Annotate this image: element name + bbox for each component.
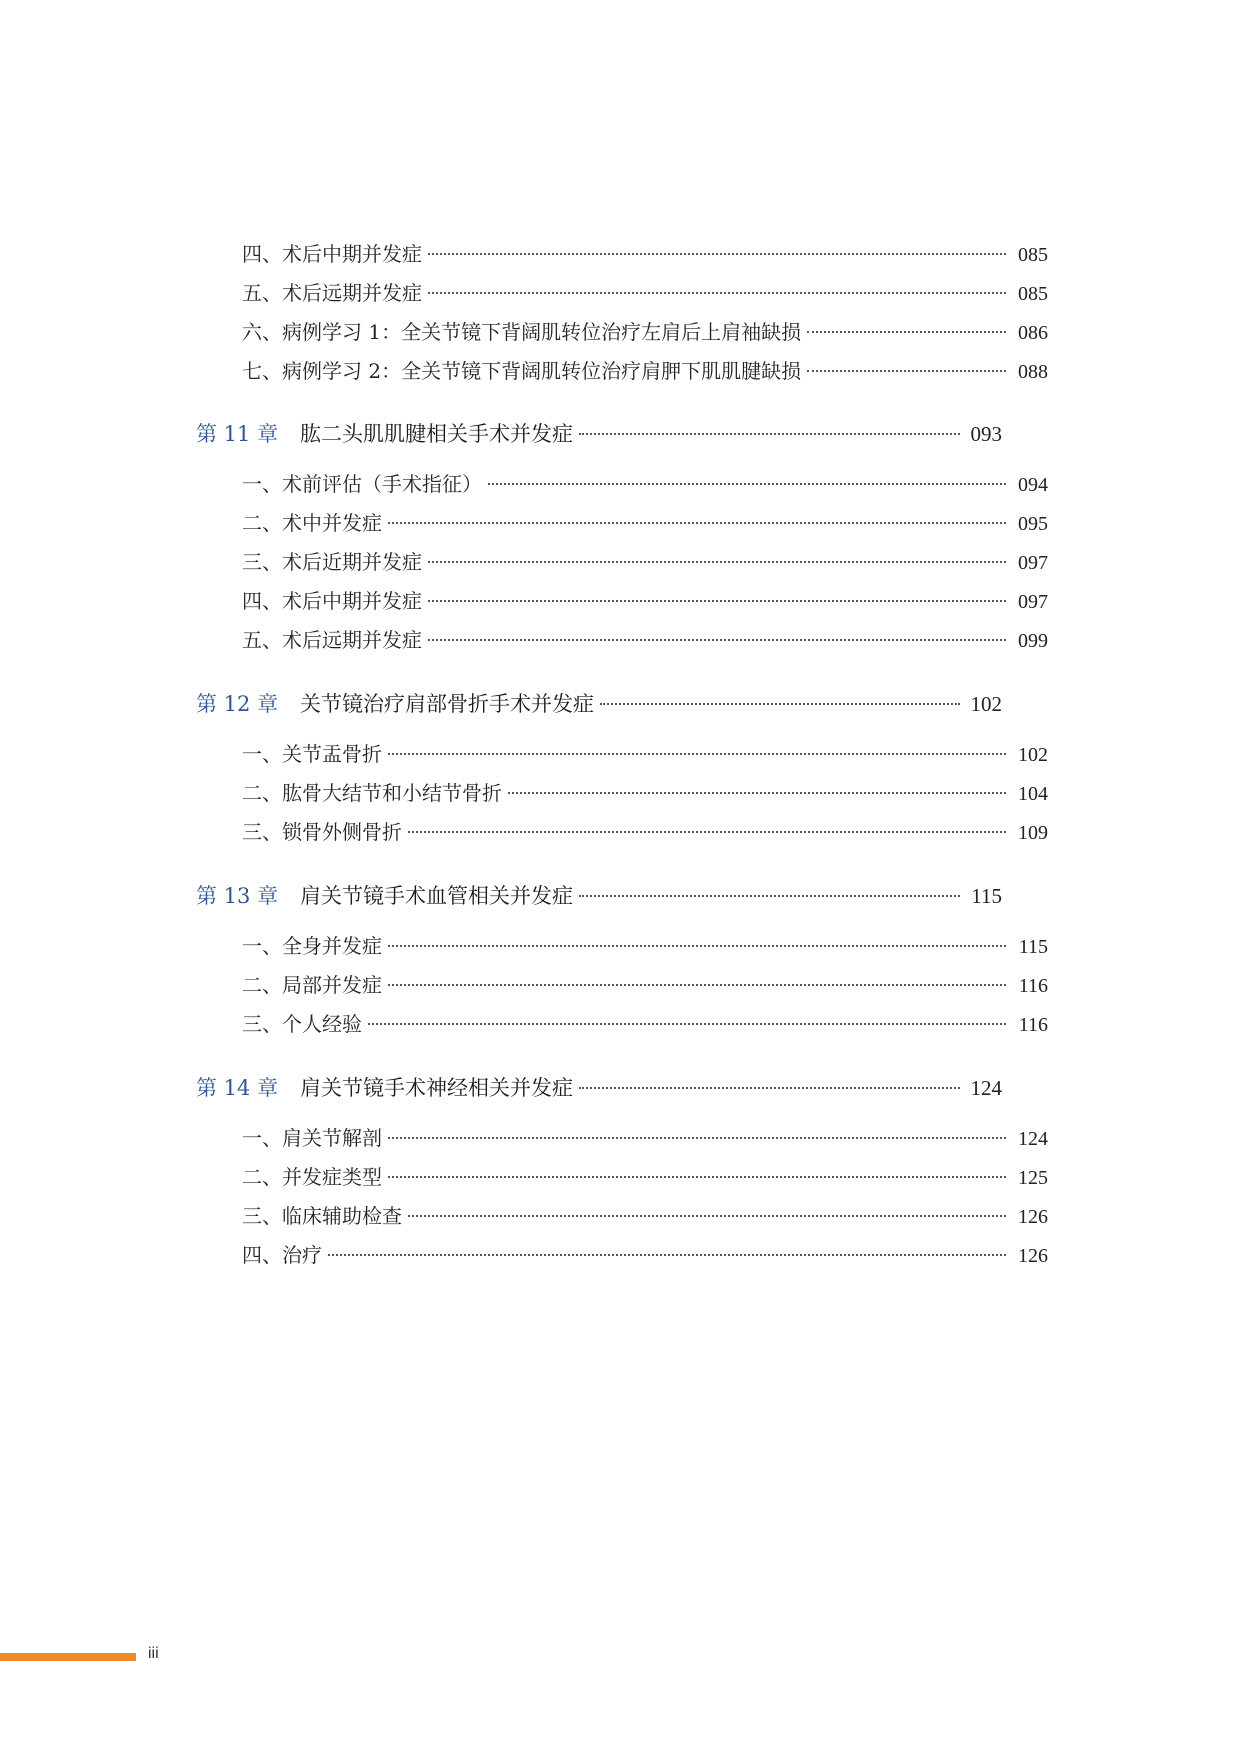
chapter-number: 第 13 章 bbox=[196, 884, 279, 908]
toc-entry-title: 七、病例学习 2：全关节镜下背阔肌转位治疗肩胛下肌肌腱缺损 bbox=[242, 359, 802, 383]
toc-entry-page: 104 bbox=[1018, 783, 1048, 805]
toc-entry-title: 三、术后近期并发症 bbox=[242, 550, 422, 574]
toc-entry-page: 097 bbox=[1018, 552, 1048, 574]
toc-entry-page: 095 bbox=[1018, 513, 1048, 535]
toc-entry-page: 088 bbox=[1018, 361, 1048, 383]
dot-leader bbox=[579, 433, 960, 435]
dot-leader bbox=[328, 1254, 1006, 1256]
toc-entry-title: 四、术后中期并发症 bbox=[242, 242, 422, 266]
chapter-title: 肱二头肌肌腱相关手术并发症 bbox=[300, 422, 573, 446]
dot-leader bbox=[368, 1023, 1006, 1025]
toc-entry[interactable] bbox=[242, 930, 1048, 958]
toc-entry[interactable] bbox=[242, 277, 1048, 305]
toc-chapter[interactable] bbox=[196, 880, 1002, 910]
toc-entry[interactable] bbox=[242, 1008, 1048, 1036]
chapter-title: 关节镜治疗肩部骨折手术并发症 bbox=[300, 692, 594, 716]
toc-entry[interactable] bbox=[242, 777, 1048, 805]
footer-accent-bar bbox=[0, 1653, 136, 1661]
dot-leader bbox=[388, 1176, 1006, 1178]
toc-entry-title: 四、治疗 bbox=[242, 1243, 322, 1267]
toc-entry[interactable] bbox=[242, 585, 1048, 613]
toc-entry[interactable] bbox=[242, 507, 1048, 535]
toc-entry-page: 109 bbox=[1018, 822, 1048, 844]
chapter-title: 肩关节镜手术神经相关并发症 bbox=[300, 1076, 573, 1100]
toc-entry-page: 115 bbox=[1018, 936, 1048, 958]
toc-entry[interactable] bbox=[242, 546, 1048, 574]
toc-entry-title: 二、肱骨大结节和小结节骨折 bbox=[242, 781, 502, 805]
toc-entry[interactable] bbox=[242, 238, 1048, 266]
toc-entry-title: 一、关节盂骨折 bbox=[242, 742, 382, 766]
dot-leader bbox=[408, 1215, 1006, 1217]
dot-leader bbox=[428, 561, 1006, 563]
dot-leader bbox=[428, 600, 1006, 602]
toc-entry[interactable] bbox=[242, 355, 1048, 383]
toc-chapter[interactable] bbox=[196, 1072, 1002, 1102]
toc-entry-title: 六、病例学习 1：全关节镜下背阔肌转位治疗左肩后上肩袖缺损 bbox=[242, 320, 802, 344]
dot-leader bbox=[388, 753, 1006, 755]
dot-leader bbox=[428, 639, 1006, 641]
dot-leader bbox=[388, 522, 1006, 524]
dot-leader bbox=[428, 292, 1006, 294]
toc-entry-title: 三、锁骨外侧骨折 bbox=[242, 820, 402, 844]
toc-entry-page: 085 bbox=[1018, 283, 1048, 305]
dot-leader bbox=[807, 370, 1006, 372]
toc-entry-page: 085 bbox=[1018, 244, 1048, 266]
toc-entry-title: 一、肩关节解剖 bbox=[242, 1126, 382, 1150]
toc-entry[interactable] bbox=[242, 1122, 1048, 1150]
toc-entry-page: 099 bbox=[1018, 630, 1048, 652]
toc-entry-page: 124 bbox=[970, 1076, 1002, 1100]
toc-entry-title: 一、术前评估（手术指征） bbox=[242, 472, 482, 496]
toc-entry[interactable] bbox=[242, 468, 1048, 496]
toc-chapter[interactable] bbox=[196, 418, 1002, 448]
dot-leader bbox=[600, 703, 960, 705]
toc-entry-page: 102 bbox=[1018, 744, 1048, 766]
toc-entry-page: 097 bbox=[1018, 591, 1048, 613]
toc-entry-title: 五、术后远期并发症 bbox=[242, 628, 422, 652]
toc-entry[interactable] bbox=[242, 969, 1048, 997]
dot-leader bbox=[388, 945, 1006, 947]
toc-entry-title: 四、术后中期并发症 bbox=[242, 589, 422, 613]
toc-entry[interactable] bbox=[242, 816, 1048, 844]
toc-entry[interactable] bbox=[242, 1239, 1048, 1267]
toc-entry-page: 125 bbox=[1018, 1167, 1048, 1189]
toc-entry-page: 093 bbox=[970, 422, 1002, 446]
toc-entry-title: 二、术中并发症 bbox=[242, 511, 382, 535]
toc-entry-page: 116 bbox=[1018, 975, 1048, 997]
chapter-number: 第 11 章 bbox=[196, 422, 279, 446]
chapter-number: 第 14 章 bbox=[196, 1076, 279, 1100]
chapter-number: 第 12 章 bbox=[196, 692, 279, 716]
dot-leader bbox=[579, 1087, 960, 1089]
dot-leader bbox=[807, 331, 1006, 333]
toc-entry[interactable] bbox=[242, 738, 1048, 766]
toc-entry[interactable] bbox=[242, 1200, 1048, 1228]
chapter-title: 肩关节镜手术血管相关并发症 bbox=[300, 884, 573, 908]
toc-entry-title: 二、局部并发症 bbox=[242, 973, 382, 997]
dot-leader bbox=[388, 1137, 1006, 1139]
toc-entry-page: 094 bbox=[1018, 474, 1048, 496]
toc-entry-page: 116 bbox=[1018, 1014, 1048, 1036]
toc-entry-page: 126 bbox=[1018, 1245, 1048, 1267]
dot-leader bbox=[388, 984, 1006, 986]
toc-entry-page: 086 bbox=[1018, 322, 1048, 344]
toc-entry-page: 102 bbox=[970, 692, 1002, 716]
dot-leader bbox=[508, 792, 1006, 794]
toc-entry-title: 一、全身并发症 bbox=[242, 934, 382, 958]
toc-chapter[interactable] bbox=[196, 688, 1002, 718]
toc-entry-title: 三、个人经验 bbox=[242, 1012, 362, 1036]
dot-leader bbox=[579, 895, 960, 897]
toc-entry-title: 五、术后远期并发症 bbox=[242, 281, 422, 305]
toc-entry[interactable] bbox=[242, 316, 1048, 344]
toc-entry[interactable] bbox=[242, 624, 1048, 652]
toc-entry[interactable] bbox=[242, 1161, 1048, 1189]
toc-entry-title: 三、临床辅助检查 bbox=[242, 1204, 402, 1228]
toc-entry-title: 二、并发症类型 bbox=[242, 1165, 382, 1189]
footer-page-number: iii bbox=[148, 1645, 159, 1662]
dot-leader bbox=[408, 831, 1006, 833]
toc-entry-page: 124 bbox=[1018, 1128, 1048, 1150]
dot-leader bbox=[488, 483, 1006, 485]
toc-entry-page: 115 bbox=[971, 884, 1002, 908]
toc-entry-page: 126 bbox=[1018, 1206, 1048, 1228]
dot-leader bbox=[428, 253, 1006, 255]
